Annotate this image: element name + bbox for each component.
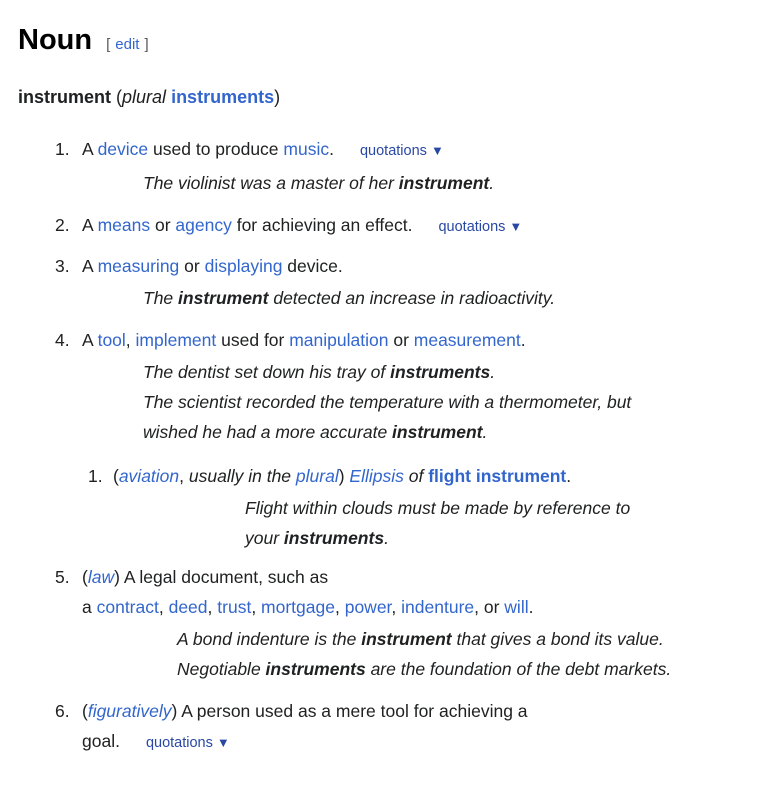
subsenses-list: [82, 461, 782, 553]
link-aviation[interactable]: aviation: [118, 466, 180, 486]
example-text: that gives a bond its value.: [451, 629, 664, 649]
link-figuratively[interactable]: figuratively: [87, 701, 172, 721]
link-plural[interactable]: plural: [295, 466, 339, 486]
sense-text: device.: [282, 256, 343, 276]
example-block: [143, 168, 782, 198]
example-term: instrument: [361, 629, 452, 649]
example-sentence: [143, 168, 782, 198]
sense-item-6: [18, 696, 782, 758]
example-sentence: [143, 387, 782, 447]
quotations-arrow-icon: ▼: [430, 143, 444, 158]
sense-number: 3.: [55, 256, 70, 276]
link-device[interactable]: device: [97, 139, 149, 159]
link-contract[interactable]: contract: [96, 597, 159, 617]
form-of-text: of: [403, 466, 429, 486]
link-power[interactable]: power: [344, 597, 392, 617]
example-sentence: [245, 493, 782, 553]
example-term: instruments: [283, 528, 385, 548]
quotations-toggle[interactable]: [360, 143, 444, 159]
plural-label: plural: [122, 87, 167, 107]
sense-text: or: [150, 215, 176, 235]
example-text: The: [143, 288, 179, 308]
headword-line: [18, 87, 782, 108]
example-block: [143, 357, 782, 447]
section-heading: [18, 24, 782, 57]
sense-text: goal.: [82, 731, 120, 751]
sense-text: .: [566, 466, 572, 486]
link-deed[interactable]: deed: [168, 597, 208, 617]
sense-number: 1.: [55, 139, 70, 159]
paren-open: (: [111, 87, 123, 107]
sense-text: (: [113, 466, 119, 486]
sense-text: ,: [125, 330, 136, 350]
example-term: instrument: [178, 288, 269, 308]
quotations-toggle[interactable]: [146, 735, 230, 751]
sense-text: (: [82, 567, 88, 587]
sense-text: .: [329, 139, 334, 159]
link-measurement[interactable]: measurement: [413, 330, 521, 350]
example-text: Negotiable: [177, 659, 266, 679]
sense-text: used to produce: [148, 139, 284, 159]
sense-text: ,: [158, 597, 169, 617]
sense-number: 2.: [55, 215, 70, 235]
example-text: The violinist was a master of her: [143, 173, 399, 193]
example-text: your: [245, 528, 284, 548]
example-text: The dentist set down his tray of: [143, 362, 391, 382]
sense-text: ) A legal document, such as: [114, 567, 329, 587]
link-displaying[interactable]: displaying: [204, 256, 283, 276]
link-mortgage[interactable]: mortgage: [261, 597, 335, 617]
sense-text: or: [388, 330, 414, 350]
link-tool[interactable]: tool: [97, 330, 126, 350]
quotations-arrow-icon: ▼: [216, 735, 230, 750]
link-trust[interactable]: trust: [217, 597, 252, 617]
quotations-toggle[interactable]: [438, 219, 522, 235]
example-text: A bond indenture is the: [177, 629, 362, 649]
sense-text: A: [82, 215, 98, 235]
link-flight-instrument[interactable]: flight instrument: [428, 466, 567, 486]
example-text: are the foundation of the debt markets.: [365, 659, 672, 679]
paren-close: ): [274, 87, 281, 107]
example-block: [177, 624, 782, 684]
example-text: The scientist recorded the temperature with a thermometer, but: [143, 392, 632, 412]
sense-text: ) A person used as a mere tool for achieving a: [171, 701, 528, 721]
sense-text: used for: [216, 330, 290, 350]
heading-title: Noun: [18, 24, 93, 56]
edit-link[interactable]: edit: [115, 36, 140, 53]
example-term: instrument: [398, 173, 490, 193]
senses-list: [18, 134, 782, 758]
sense-text: , or: [474, 597, 505, 617]
link-measuring[interactable]: measuring: [97, 256, 180, 276]
headword: instrument: [18, 87, 112, 107]
example-text: detected an increase in radioactivity.: [268, 288, 556, 308]
example-term: instrument: [392, 422, 483, 442]
link-music[interactable]: music: [283, 139, 330, 159]
sense-item-4: [18, 325, 782, 553]
subsense-number: 1.: [88, 466, 103, 486]
plural-form-link[interactable]: instruments: [171, 87, 275, 107]
example-sentence: [143, 357, 782, 387]
link-ellipsis[interactable]: Ellipsis: [349, 466, 404, 486]
subsense-item-1: [82, 461, 782, 553]
sense-text: ,: [207, 597, 218, 617]
edit-bracket-close: ]: [144, 36, 149, 53]
sense-text: A: [82, 139, 98, 159]
link-will[interactable]: will: [504, 597, 529, 617]
link-manipulation[interactable]: manipulation: [289, 330, 389, 350]
example-term: instruments: [390, 362, 491, 382]
example-sentence: [177, 624, 782, 654]
example-text: .: [489, 173, 495, 193]
sense-number: 5.: [55, 567, 70, 587]
example-term: instruments: [265, 659, 366, 679]
sense-item-2: [18, 210, 782, 242]
example-block: [143, 283, 782, 313]
sense-text: ,: [179, 466, 189, 486]
quotations-arrow-icon: ▼: [509, 219, 523, 234]
edit-bracket-open: [: [106, 36, 111, 53]
link-implement[interactable]: implement: [135, 330, 217, 350]
sense-text: .: [520, 330, 526, 350]
sense-text: A: [82, 330, 98, 350]
example-text: .: [384, 528, 389, 548]
sense-number: 4.: [55, 330, 70, 350]
sense-number: 6.: [55, 701, 70, 721]
sense-item-1: [18, 134, 782, 198]
sense-text: for achieving an effect.: [231, 215, 413, 235]
sense-text: ): [338, 466, 350, 486]
example-text: wished he had a more accurate: [143, 422, 393, 442]
sense-text: ,: [334, 597, 345, 617]
example-sentence: [177, 654, 782, 684]
qualifier-text: usually in the: [188, 466, 296, 486]
example-text: Flight within clouds must be made by reference to: [245, 498, 631, 518]
quotations-label: quotations: [145, 735, 213, 751]
sense-text: A: [82, 256, 98, 276]
sense-text: (: [82, 701, 88, 721]
edit-section: [106, 36, 149, 53]
example-sentence: [143, 283, 782, 313]
example-text: .: [490, 362, 496, 382]
example-text: .: [482, 422, 488, 442]
link-indenture[interactable]: indenture: [401, 597, 475, 617]
sense-item-3: [18, 251, 782, 313]
quotations-label: quotations: [359, 143, 427, 159]
quotations-label: quotations: [438, 219, 506, 235]
sense-text: a: [82, 597, 97, 617]
sense-text: .: [528, 597, 534, 617]
link-means[interactable]: means: [97, 215, 151, 235]
sense-text: ,: [391, 597, 402, 617]
example-block: [245, 493, 782, 553]
link-agency[interactable]: agency: [175, 215, 232, 235]
sense-text: or: [179, 256, 205, 276]
sense-text: ,: [251, 597, 262, 617]
sense-item-5: [18, 562, 782, 684]
link-law[interactable]: law: [87, 567, 115, 587]
